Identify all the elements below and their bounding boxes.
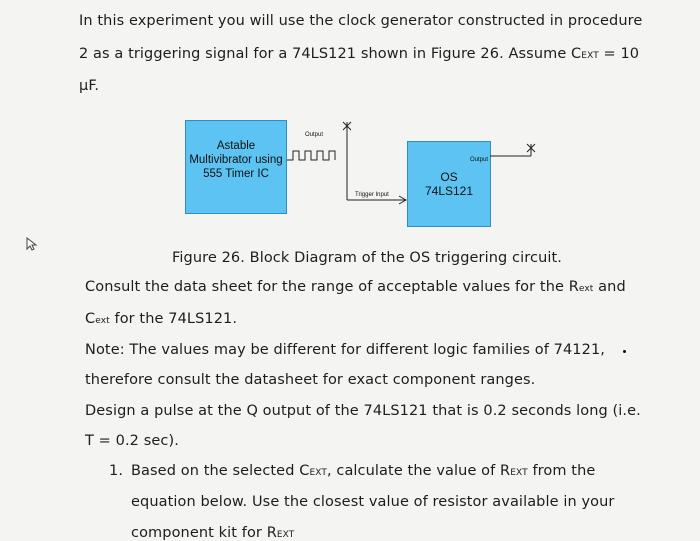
stray-dot (623, 350, 626, 353)
block1-label-line1: Astable (216, 140, 256, 152)
step1-line-3: component kit for REXT (131, 525, 295, 541)
consult-line-1: Consult the data sheet for the range of acceptable values for the Rext and (85, 279, 626, 295)
intro-line-3: μF. (79, 78, 100, 94)
figure-caption: Figure 26. Block Diagram of the OS triggering circuit. (172, 250, 562, 266)
block1-output-label: Output (305, 132, 324, 138)
note-line-1: Note: The values may be different for different logic families of 74121, (85, 342, 605, 358)
block-diagram (185, 108, 565, 228)
note-line-2: therefore consult the datasheet for exact component ranges. (85, 372, 536, 388)
mouse-cursor-icon (26, 237, 38, 251)
block1-label-line3: 555 Timer IC (203, 168, 269, 180)
consult-line-2: Cext for the 74LS121. (85, 311, 238, 327)
diagram-wires (185, 108, 565, 228)
block1-label-line2: Multivibrator using (189, 154, 283, 166)
design-line-2: T = 0.2 sec). (85, 433, 179, 449)
probe-marker-1 (343, 122, 351, 130)
step1-line-1: Based on the selected CEXT, calculate the value of REXT from the (131, 463, 596, 479)
block2-output-label: Output (470, 157, 489, 163)
block2-label-line1: OS (440, 170, 458, 184)
block2-label-line2: 74LS121 (424, 184, 474, 198)
clock-waveform (287, 151, 335, 160)
design-line-1: Design a pulse at the Q output of the 74LS121 that is 0.2 seconds long (i.e. (85, 403, 641, 419)
intro-line-2: 2 as a triggering signal for a 74LS121 shown in Figure 26. Assume CEXT = 10 (79, 46, 640, 62)
step1-line-2: equation below. Use the closest value of resistor available in your (131, 494, 615, 510)
intro-line-1: In this experiment you will use the clock generator constructed in procedure (79, 13, 643, 29)
probe-marker-2 (527, 144, 535, 152)
step1-number: 1. (109, 463, 124, 479)
trigger-input-label: Trigger Input (355, 192, 389, 198)
